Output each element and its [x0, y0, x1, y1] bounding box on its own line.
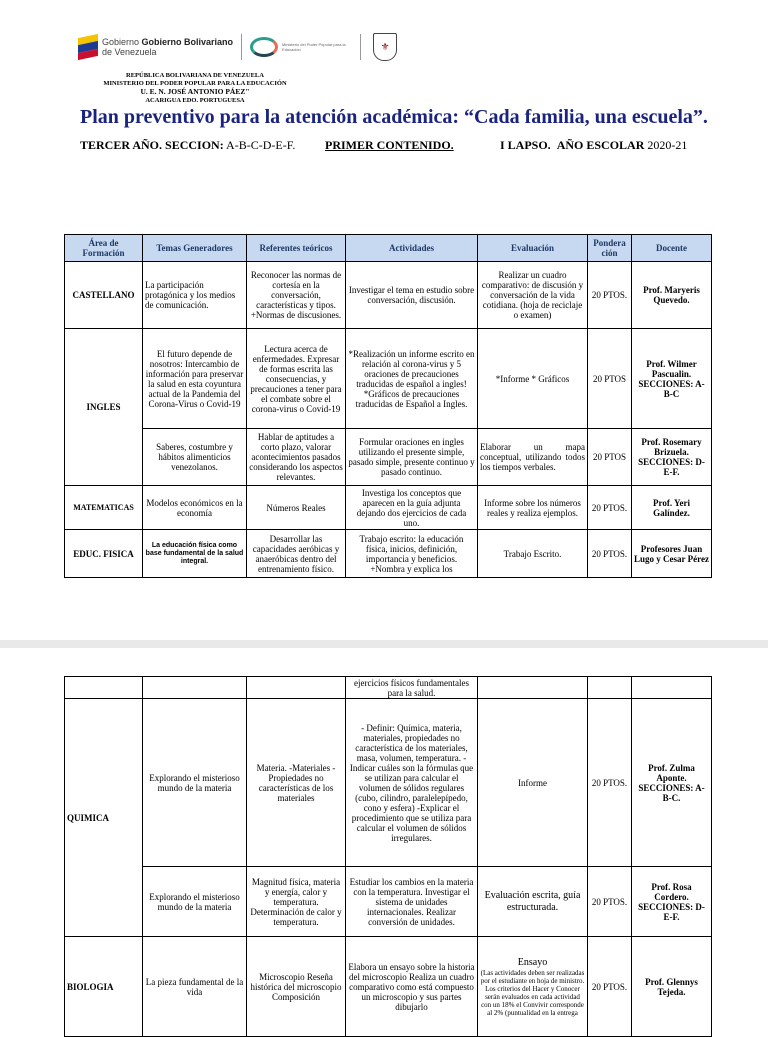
area-cell: EDUC. FISICA [65, 530, 143, 578]
ponderacion-cell [588, 677, 632, 699]
column-header: Actividades [346, 235, 478, 262]
area-cell: MATEMATICAS [65, 486, 143, 530]
lapso-year: I LAPSO. AÑO ESCOLAR 2020-21 [500, 138, 688, 152]
referentes-cell: Magnitud física, materia y energía, calor y temperatura. Determinación de calor y temperatura. [247, 867, 346, 937]
logo-divider [241, 34, 242, 60]
temas-cell: Saberes, costumbre y hábitos alimenticios venezolanos. [143, 429, 247, 486]
ponderacion-cell: 20 PTOS. [588, 937, 632, 1037]
table-row [65, 429, 712, 486]
ponderacion-cell: 20 PTOS. [588, 486, 632, 530]
column-header: Evaluación [478, 235, 588, 262]
docente-cell: Profesores Juan Lugo y Cesar Pérez [632, 530, 712, 578]
column-header: Temas Generadores [143, 235, 247, 262]
table-row [65, 677, 712, 699]
logo-divider [360, 34, 361, 60]
docente-cell: Prof. Yeri Galíndez. [632, 486, 712, 530]
plan-table-continued [64, 676, 712, 1037]
actividades-cell: Trabajo escrito: la educación física, inicios, definición, importancia y beneficios. +Nombra y explica los [346, 530, 478, 578]
school-seal-icon: ⚜ [373, 33, 397, 61]
ponderacion-cell: 20 PTOS. [588, 699, 632, 867]
actividades-cell: Investiga los conceptos que aparecen en la guía adjunta dejando dos ejercicios de cada uno. [346, 486, 478, 530]
referentes-cell: Desarrollar las capacidades aeróbicas y anaeróbicas dentro del entrenamiento físico. [247, 530, 346, 578]
evaluacion-cell [478, 677, 588, 699]
table-header-row [65, 235, 712, 262]
docente-cell [632, 677, 712, 699]
table-row [65, 329, 712, 429]
referentes-cell: Reconocer las normas de cortesía en la conversación, características y tipos. +Normas de discusiones. [247, 262, 346, 329]
logo-banner [78, 30, 397, 64]
actividades-cell: - Definir: Química, materia, materiales, propiedades no característica de los materiales, masa, volumen, temperatura. -Indicar cuáles son la fórmulas que se utilizan para calcular el volumen de sólidos regulares (cubo, cilindro, paralelepípedo, cono y esfera) -Explicar el procedimiento que se utiliza para calcular el volumen de sólidos irregulares. [346, 699, 478, 867]
ministry-logo-text: Ministerio del Poder Popular para la Educación [282, 42, 346, 52]
table-row [65, 530, 712, 578]
temas-cell: La pieza fundamental de la vida [143, 937, 247, 1037]
area-cell: BIOLOGIA [65, 937, 143, 1037]
evaluacion-note: (Las actividades deben ser realizadas por el estudiante en hoja de ministro. Los criterios del Hacer y Conocer serán evaluados en cada actividad con un 18% el Convivir corresponde al 2% (puntualidad en la entrega [480, 968, 585, 1017]
referentes-cell: Lectura acerca de enfermedades. Expresar de formas escrita las consecuencias, y precauciones a tener para el combate sobre el corona-virus o Covid-19 [247, 329, 346, 429]
plan-table [64, 234, 712, 578]
area-cell: QUIMICA [65, 699, 143, 937]
actividades-cell: Formular oraciones en ingles utilizando el presente simple, pasado simple, presente continuo y pasado continuo. [346, 429, 478, 486]
temas-cell: La participación protagónica y los medios de comunicación. [143, 262, 247, 329]
column-header: Pondera ción [588, 235, 632, 262]
docente-cell: Prof. Zulma Aponte. SECCIONES: A-B-C. [632, 699, 712, 867]
table-row [65, 867, 712, 937]
docente-cell: Prof. Maryeris Quevedo. [632, 262, 712, 329]
column-header: Docente [632, 235, 712, 262]
contenido-label: PRIMER CONTENIDO. [325, 138, 454, 152]
table-row [65, 699, 712, 867]
area-cell: INGLES [65, 329, 143, 486]
referentes-cell: Números Reales [247, 486, 346, 530]
evaluacion-cell [478, 937, 588, 1037]
actividades-cell: Estudiar los cambios en la materia con la temperatura. Investigar el sistema de unidades internacionales. Realizar conversión de unidades. [346, 867, 478, 937]
temas-cell: Explorando el misterioso mundo de la materia [143, 699, 247, 867]
evaluacion-cell: Elaborar un mapa conceptual, utilizando todos los tiempos verbales. [478, 429, 588, 486]
ponderacion-cell: 20 PTOS. [588, 262, 632, 329]
ponderacion-cell: 20 PTOS. [588, 867, 632, 937]
docente-cell: Prof. Wilmer Pascualin. SECCIONES: A-B-C [632, 329, 712, 429]
ponderacion-cell: 20 PTOS [588, 329, 632, 429]
page-title: Plan preventivo para la atención académica: “Cada familia, una escuela”. [80, 106, 708, 128]
temas-cell: La educación física como base fundamental de la salud integral. [143, 530, 247, 578]
page-gap [0, 640, 768, 648]
actividades-cell: ejercicios físicos fundamentales para la salud. [346, 677, 478, 699]
ministry-ring-icon [250, 37, 278, 57]
evaluacion-cell: Informe sobre los números reales y realiza ejemplos. [478, 486, 588, 530]
temas-cell [143, 677, 247, 699]
referentes-cell: Hablar de aptitudes a corto plazo, valorar acontecimientos pasados considerando los aspectos relevantes. [247, 429, 346, 486]
table-row [65, 486, 712, 530]
header-line: REPÚBLICA BOLIVARIANA DE VENEZUELA [126, 72, 264, 79]
table-row [65, 937, 712, 1037]
docente-cell: Prof. Glennys Tejeda. [632, 937, 712, 1037]
ponderacion-cell: 20 PTOS. [588, 530, 632, 578]
actividades-cell: *Realización un informe escrito en relación al corona-virus y 5 oraciones de precauciones traducidas de español a ingles! *Gráficos de precauciones traducidas de Español a Ingles. [346, 329, 478, 429]
evaluacion-cell: Evaluación escrita, guía estructurada. [478, 867, 588, 937]
area-cell [65, 677, 143, 699]
actividades-cell: Investigar el tema en estudio sobre conversación, discusión. [346, 262, 478, 329]
column-header: Referentes teóricos [247, 235, 346, 262]
temas-cell: Explorando el misterioso mundo de la materia [143, 867, 247, 937]
docente-cell: Prof. Rosa Cordero. SECCIONES: D-E-F. [632, 867, 712, 937]
referentes-cell: Materia. -Materiales -Propiedades no características de los materiales [247, 699, 346, 867]
column-header: Área de Formación [65, 235, 143, 262]
evaluacion-cell: Trabajo Escrito. [478, 530, 588, 578]
page-2 [0, 648, 768, 1024]
actividades-cell: Elabora un ensayo sobre la historia del microscopio Realiza un cuadro comparativo como está compuesto un microscopio y sus partes dibujarlo [346, 937, 478, 1037]
evaluacion-cell: Informe [478, 699, 588, 867]
header-line: ACARIGUA EDO. PORTUGUESA [145, 97, 245, 104]
venezuela-flag-icon [78, 34, 98, 60]
docente-cell: Prof. Rosemary Brizuela. SECCIONES: D-E-F. [632, 429, 712, 486]
evaluacion-cell: Realizar un cuadro comparativo: de discusión y conversación de la vida cotidiana. (hoja de reciclaje o examen) [478, 262, 588, 329]
temas-cell: El futuro depende de nosotros: Intercambio de información para preservar la salud en esta coyuntura actual de la Pandemia del Corona-Virus o Covid-19 [143, 329, 247, 429]
ponderacion-cell: 20 PTOS [588, 429, 632, 486]
year-section: TERCER AÑO. SECCION: A-B-C-D-E-F. [80, 138, 296, 152]
referentes-cell: Microscopio Reseña histórica del microscopio Composición [247, 937, 346, 1037]
header-line: MINISTERIO DEL PODER POPULAR PARA LA EDUCACIÓN [103, 80, 287, 87]
evaluacion-title: Ensayo [517, 956, 548, 968]
header-line: U. E. N. JOSÉ ANTONIO PÁEZ" [140, 87, 250, 96]
area-cell: CASTELLANO [65, 262, 143, 329]
temas-cell: Modelos económicos en la economía [143, 486, 247, 530]
referentes-cell [247, 677, 346, 699]
evaluacion-cell: *Informe * Gráficos [478, 329, 588, 429]
table-row [65, 262, 712, 329]
gobierno-logo-text: Gobierno Gobierno Bolivariano de Venezuela [102, 37, 234, 57]
